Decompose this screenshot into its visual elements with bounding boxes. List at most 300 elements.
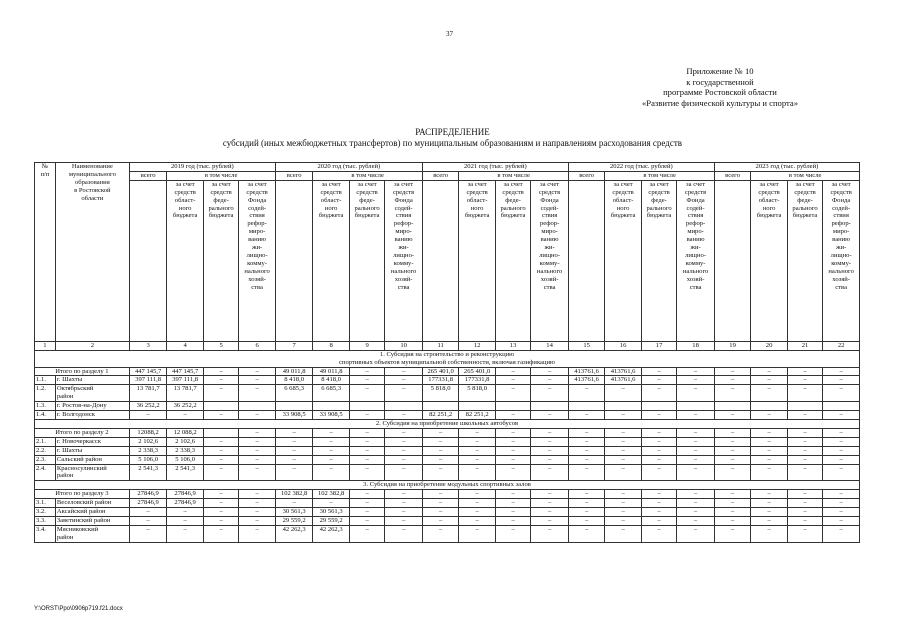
col-number-cell: 8 [313, 341, 349, 350]
total-value-cell: – [714, 428, 750, 437]
total-value-cell: 12088,2 [129, 428, 167, 437]
header-source-cell: за счет средств Фонда содей- ствия рефор- миро- ванию жи- лищно- комму- нального хозяй- ства [239, 180, 276, 341]
row-name-cell: г. Шахты [55, 376, 129, 385]
col-number-cell: 7 [275, 341, 313, 350]
header-row-col-numbers [35, 341, 860, 350]
section-total-label: Итого по разделу 3 [35, 490, 130, 499]
title-heading: РАСПРЕДЕЛЕНИЕ [415, 127, 490, 137]
value-cell [568, 402, 604, 411]
value-cell: – [349, 508, 384, 517]
total-value-cell: – [531, 490, 569, 499]
header-source-cell: за счет средств област- ного бюджета [605, 180, 641, 341]
value-cell [349, 402, 384, 411]
value-cell: 177331,8 [422, 376, 458, 385]
value-cell: – [787, 508, 822, 517]
value-cell: – [823, 499, 860, 508]
row-number-cell: 1.2. [35, 385, 56, 402]
value-cell: – [239, 525, 276, 542]
col-number-cell: 6 [239, 341, 276, 350]
value-cell: – [385, 376, 423, 385]
value-cell: – [203, 446, 238, 455]
value-cell: – [203, 464, 238, 481]
value-cell: – [531, 446, 569, 455]
row-number-cell: 2.1. [35, 437, 56, 446]
total-value-cell: – [275, 428, 313, 437]
value-cell: – [641, 411, 676, 420]
value-cell: – [495, 376, 530, 385]
distribution-table [34, 162, 860, 543]
value-cell: – [422, 508, 458, 517]
value-cell: – [787, 385, 822, 402]
value-cell: – [385, 499, 423, 508]
value-cell: – [459, 508, 495, 517]
total-value-cell: – [203, 367, 238, 376]
value-cell: – [751, 376, 787, 385]
col-number-cell: 21 [787, 341, 822, 350]
value-cell [787, 402, 822, 411]
value-cell: – [495, 385, 530, 402]
value-cell: – [203, 437, 238, 446]
total-value-cell: – [751, 367, 787, 376]
value-cell: – [203, 411, 238, 420]
value-cell: 2 541,3 [167, 464, 203, 481]
value-cell [459, 402, 495, 411]
value-cell [823, 402, 860, 411]
value-cell [313, 402, 349, 411]
value-cell: – [641, 516, 676, 525]
value-cell [714, 402, 750, 411]
value-cell: – [568, 446, 604, 455]
total-value-cell: – [823, 367, 860, 376]
total-value-cell: – [751, 428, 787, 437]
value-cell: – [714, 508, 750, 517]
table-row [35, 385, 860, 402]
value-cell: – [531, 376, 569, 385]
value-cell: – [275, 455, 313, 464]
value-cell: – [239, 516, 276, 525]
value-cell: – [677, 455, 715, 464]
value-cell: – [422, 437, 458, 446]
value-cell: – [495, 525, 530, 542]
value-cell: – [677, 516, 715, 525]
total-value-cell: – [823, 490, 860, 499]
total-value-cell: 12 088,2 [167, 428, 203, 437]
total-value-cell: – [239, 490, 276, 499]
header-source-cell: за счет средств феде- рального бюджета [495, 180, 530, 341]
header-total-cell: всего [422, 171, 458, 180]
total-value-cell: 102 382,8 [275, 490, 313, 499]
header-source-cell: за счет средств област- ного бюджета [167, 180, 203, 341]
value-cell: – [459, 499, 495, 508]
value-cell: 36 252,2 [129, 402, 167, 411]
total-value-cell: – [568, 428, 604, 437]
section-title-row [35, 481, 860, 490]
value-cell: – [203, 385, 238, 402]
value-cell: – [313, 437, 349, 446]
value-cell: 5 818,0 [459, 385, 495, 402]
value-cell: – [751, 525, 787, 542]
total-value-cell: – [349, 490, 384, 499]
value-cell: – [239, 464, 276, 481]
value-cell: – [677, 446, 715, 455]
value-cell: – [605, 455, 641, 464]
total-value-cell: 447 145,7 [129, 367, 167, 376]
header-row-totals [35, 171, 860, 180]
total-value-cell: – [459, 428, 495, 437]
row-name-cell: г. Ростов-на-Дону [55, 402, 129, 411]
total-value-cell: 49 011,8 [275, 367, 313, 376]
value-cell: 42 262,3 [275, 525, 313, 542]
col-number-cell: 10 [385, 341, 423, 350]
value-cell: – [129, 508, 167, 517]
value-cell: – [167, 411, 203, 420]
value-cell: – [531, 385, 569, 402]
col-number-cell: 1 [35, 341, 56, 350]
total-value-cell: – [422, 428, 458, 437]
total-value-cell: – [677, 428, 715, 437]
value-cell: – [313, 464, 349, 481]
value-cell: – [349, 525, 384, 542]
value-cell: – [422, 464, 458, 481]
total-value-cell: – [714, 490, 750, 499]
value-cell: 2 338,3 [167, 446, 203, 455]
page-number: 37 [446, 30, 453, 38]
value-cell [677, 402, 715, 411]
col-number-cell: 12 [459, 341, 495, 350]
appendix-line-2: к государственной [686, 76, 754, 87]
value-cell: – [677, 464, 715, 481]
value-cell: – [605, 411, 641, 420]
header-empty-cell [422, 180, 458, 341]
section-total-row [35, 367, 860, 376]
value-cell: 413761,6 [605, 376, 641, 385]
row-name-cell: Аксайский район [55, 508, 129, 517]
value-cell: 6 685,3 [313, 385, 349, 402]
total-value-cell: – [568, 490, 604, 499]
header-source-cell: за счет средств феде- рального бюджета [787, 180, 822, 341]
value-cell: – [677, 499, 715, 508]
col-number-cell: 18 [677, 341, 715, 350]
value-cell: – [531, 525, 569, 542]
value-cell: – [203, 455, 238, 464]
value-cell: – [751, 455, 787, 464]
value-cell: – [714, 499, 750, 508]
value-cell: – [751, 464, 787, 481]
header-empty-cell [714, 180, 750, 341]
value-cell: – [605, 525, 641, 542]
value-cell: 30 561,3 [275, 508, 313, 517]
value-cell: – [385, 411, 423, 420]
header-name-cell: Наименование муниципального образования в Ростовской области [55, 163, 129, 342]
section-title-cell: 3. Субсидия на приобретение модульных спортивных залов [35, 481, 860, 490]
total-value-cell: – [787, 367, 822, 376]
value-cell: – [167, 525, 203, 542]
value-cell: – [239, 385, 276, 402]
total-value-cell: – [787, 428, 822, 437]
header-year-cell: 2019 год (тыс. рублей) [129, 163, 275, 172]
value-cell: – [203, 376, 238, 385]
value-cell: – [677, 385, 715, 402]
value-cell: – [751, 385, 787, 402]
value-cell: 30 561,3 [313, 508, 349, 517]
value-cell: 2 102,6 [167, 437, 203, 446]
value-cell: 2 338,3 [129, 446, 167, 455]
value-cell: – [385, 437, 423, 446]
total-value-cell: – [385, 490, 423, 499]
value-cell: – [823, 508, 860, 517]
total-value-cell: – [459, 490, 495, 499]
value-cell: – [568, 516, 604, 525]
value-cell: – [605, 446, 641, 455]
header-including-cell: в том числе [313, 171, 423, 180]
value-cell: 27846,9 [167, 499, 203, 508]
document-title [0, 127, 905, 148]
value-cell: – [568, 385, 604, 402]
row-number-cell: 3.2. [35, 508, 56, 517]
value-cell: – [677, 376, 715, 385]
total-value-cell: – [385, 367, 423, 376]
total-value-cell: – [385, 428, 423, 437]
value-cell: – [605, 385, 641, 402]
value-cell: – [787, 516, 822, 525]
table-row [35, 446, 860, 455]
row-name-cell: Красносулинский район [55, 464, 129, 481]
value-cell: – [203, 516, 238, 525]
value-cell: 397 111,8 [129, 376, 167, 385]
total-value-cell: – [641, 428, 676, 437]
value-cell: 42 262,3 [313, 525, 349, 542]
value-cell: – [605, 516, 641, 525]
value-cell: – [751, 411, 787, 420]
header-total-cell: всего [129, 171, 167, 180]
header-year-cell: 2022 год (тыс. рублей) [568, 163, 714, 172]
header-empty-cell [568, 180, 604, 341]
section-total-row [35, 490, 860, 499]
total-value-cell: 265 401,0 [459, 367, 495, 376]
row-name-cell: г. Новочеркасск [55, 437, 129, 446]
table-row [35, 437, 860, 446]
section-title-cell: 1. Субсидия на строительство и реконструкцию спортивных объектов муниципальной собственности, включая газификацию [35, 350, 860, 367]
value-cell: 29 559,2 [275, 516, 313, 525]
total-value-cell: – [495, 428, 530, 437]
table-row [35, 402, 860, 411]
total-value-cell: – [823, 428, 860, 437]
value-cell: – [568, 464, 604, 481]
section-total-label: Итого по разделу 2 [35, 428, 130, 437]
col-number-cell: 9 [349, 341, 384, 350]
total-value-cell: – [605, 490, 641, 499]
value-cell: – [714, 446, 750, 455]
total-value-cell: – [495, 490, 530, 499]
value-cell: – [313, 499, 349, 508]
value-cell: – [385, 516, 423, 525]
value-cell: – [823, 455, 860, 464]
value-cell: – [823, 516, 860, 525]
value-cell: – [349, 385, 384, 402]
value-cell: 177331,8 [459, 376, 495, 385]
value-cell: – [275, 446, 313, 455]
value-cell: – [349, 437, 384, 446]
col-number-cell: 5 [203, 341, 238, 350]
value-cell: – [275, 464, 313, 481]
section-title-row [35, 419, 860, 428]
col-number-cell: 2 [55, 341, 129, 350]
total-value-cell: – [239, 428, 276, 437]
value-cell: – [823, 376, 860, 385]
value-cell: 33 908,5 [313, 411, 349, 420]
value-cell: – [349, 411, 384, 420]
header-year-cell: 2021 год (тыс. рублей) [422, 163, 568, 172]
value-cell: – [349, 455, 384, 464]
value-cell: – [167, 508, 203, 517]
value-cell: – [641, 499, 676, 508]
col-number-cell: 20 [751, 341, 787, 350]
total-value-cell: – [313, 428, 349, 437]
section-title-cell: 2. Субсидия на приобретение школьных автобусов [35, 419, 860, 428]
value-cell: – [677, 411, 715, 420]
header-source-cell: за счет средств феде- рального бюджета [641, 180, 676, 341]
value-cell: – [203, 525, 238, 542]
title-subheading: субсидий (иных межбюджетных трансфертов) по муниципальным образованиям и направлениям расходования средств [222, 137, 683, 148]
total-value-cell: – [677, 367, 715, 376]
value-cell: – [129, 516, 167, 525]
value-cell: – [459, 446, 495, 455]
appendix-line-3: программе Ростовской области [663, 87, 777, 97]
value-cell: – [714, 464, 750, 481]
table-row [35, 376, 860, 385]
value-cell: – [495, 455, 530, 464]
value-cell: – [605, 508, 641, 517]
value-cell: – [641, 446, 676, 455]
value-cell [605, 402, 641, 411]
total-value-cell: – [422, 490, 458, 499]
value-cell: – [531, 437, 569, 446]
value-cell: – [239, 446, 276, 455]
value-cell: – [495, 446, 530, 455]
header-total-cell: всего [275, 171, 313, 180]
value-cell: – [495, 437, 530, 446]
appendix-line-1: Приложение № 10 [686, 66, 754, 76]
header-empty-cell [129, 180, 167, 341]
total-value-cell: 447 145,7 [167, 367, 203, 376]
value-cell: 8 418,0 [275, 376, 313, 385]
value-cell: – [823, 385, 860, 402]
appendix-block [590, 66, 850, 108]
col-number-cell: 19 [714, 341, 750, 350]
total-value-cell: – [349, 367, 384, 376]
total-value-cell [203, 428, 238, 437]
row-number-cell: 3.3. [35, 516, 56, 525]
value-cell: – [714, 455, 750, 464]
value-cell: 36 252,2 [167, 402, 203, 411]
total-value-cell: 413761,6 [605, 367, 641, 376]
value-cell: – [641, 385, 676, 402]
value-cell [385, 402, 423, 411]
header-row-sources [35, 180, 860, 341]
value-cell: – [751, 437, 787, 446]
header-including-cell: в том числе [459, 171, 569, 180]
row-name-cell: Заветинский район [55, 516, 129, 525]
value-cell: – [459, 464, 495, 481]
value-cell: – [605, 499, 641, 508]
value-cell [751, 402, 787, 411]
total-value-cell: – [531, 428, 569, 437]
total-value-cell: – [239, 367, 276, 376]
header-num-cell: № п/п [35, 163, 56, 342]
value-cell: – [422, 525, 458, 542]
value-cell: – [751, 446, 787, 455]
header-source-cell: за счет средств феде- рального бюджета [203, 180, 238, 341]
value-cell: – [751, 508, 787, 517]
value-cell: – [714, 376, 750, 385]
total-value-cell: 413761,6 [568, 367, 604, 376]
value-cell: – [714, 525, 750, 542]
value-cell: – [459, 437, 495, 446]
value-cell: – [568, 455, 604, 464]
value-cell: – [349, 464, 384, 481]
value-cell: – [167, 516, 203, 525]
header-total-cell: всего [714, 171, 750, 180]
value-cell [239, 402, 276, 411]
col-number-cell: 4 [167, 341, 203, 350]
value-cell: – [787, 499, 822, 508]
header-total-cell: всего [568, 171, 604, 180]
value-cell: – [495, 508, 530, 517]
value-cell: – [787, 411, 822, 420]
row-name-cell: г. Шахты [55, 446, 129, 455]
value-cell: – [677, 525, 715, 542]
value-cell: – [422, 446, 458, 455]
value-cell: 29 559,2 [313, 516, 349, 525]
value-cell: – [531, 508, 569, 517]
value-cell: – [129, 525, 167, 542]
value-cell: – [422, 516, 458, 525]
value-cell: – [495, 464, 530, 481]
total-value-cell: – [641, 367, 676, 376]
total-value-cell: 49 011,8 [313, 367, 349, 376]
row-number-cell: 3.4. [35, 525, 56, 542]
value-cell [275, 402, 313, 411]
value-cell: – [239, 437, 276, 446]
row-name-cell: Октябрьский район [55, 385, 129, 402]
total-value-cell: – [714, 367, 750, 376]
value-cell: – [275, 437, 313, 446]
total-value-cell: 27846,9 [129, 490, 167, 499]
value-cell: – [239, 411, 276, 420]
value-cell: 5 106,0 [129, 455, 167, 464]
value-cell: 2 541,3 [129, 464, 167, 481]
value-cell: – [605, 437, 641, 446]
value-cell: – [787, 525, 822, 542]
total-value-cell: – [787, 490, 822, 499]
value-cell: – [641, 437, 676, 446]
value-cell: – [385, 508, 423, 517]
total-value-cell: 102 382,8 [313, 490, 349, 499]
value-cell: – [677, 508, 715, 517]
value-cell: – [385, 385, 423, 402]
table-row [35, 455, 860, 464]
value-cell: – [787, 437, 822, 446]
value-cell: 82 251,2 [459, 411, 495, 420]
value-cell: – [714, 385, 750, 402]
header-including-cell: в том числе [605, 171, 715, 180]
col-number-cell: 14 [531, 341, 569, 350]
value-cell: – [531, 464, 569, 481]
value-cell: – [787, 464, 822, 481]
value-cell: – [459, 455, 495, 464]
value-cell: – [349, 516, 384, 525]
value-cell: – [568, 508, 604, 517]
